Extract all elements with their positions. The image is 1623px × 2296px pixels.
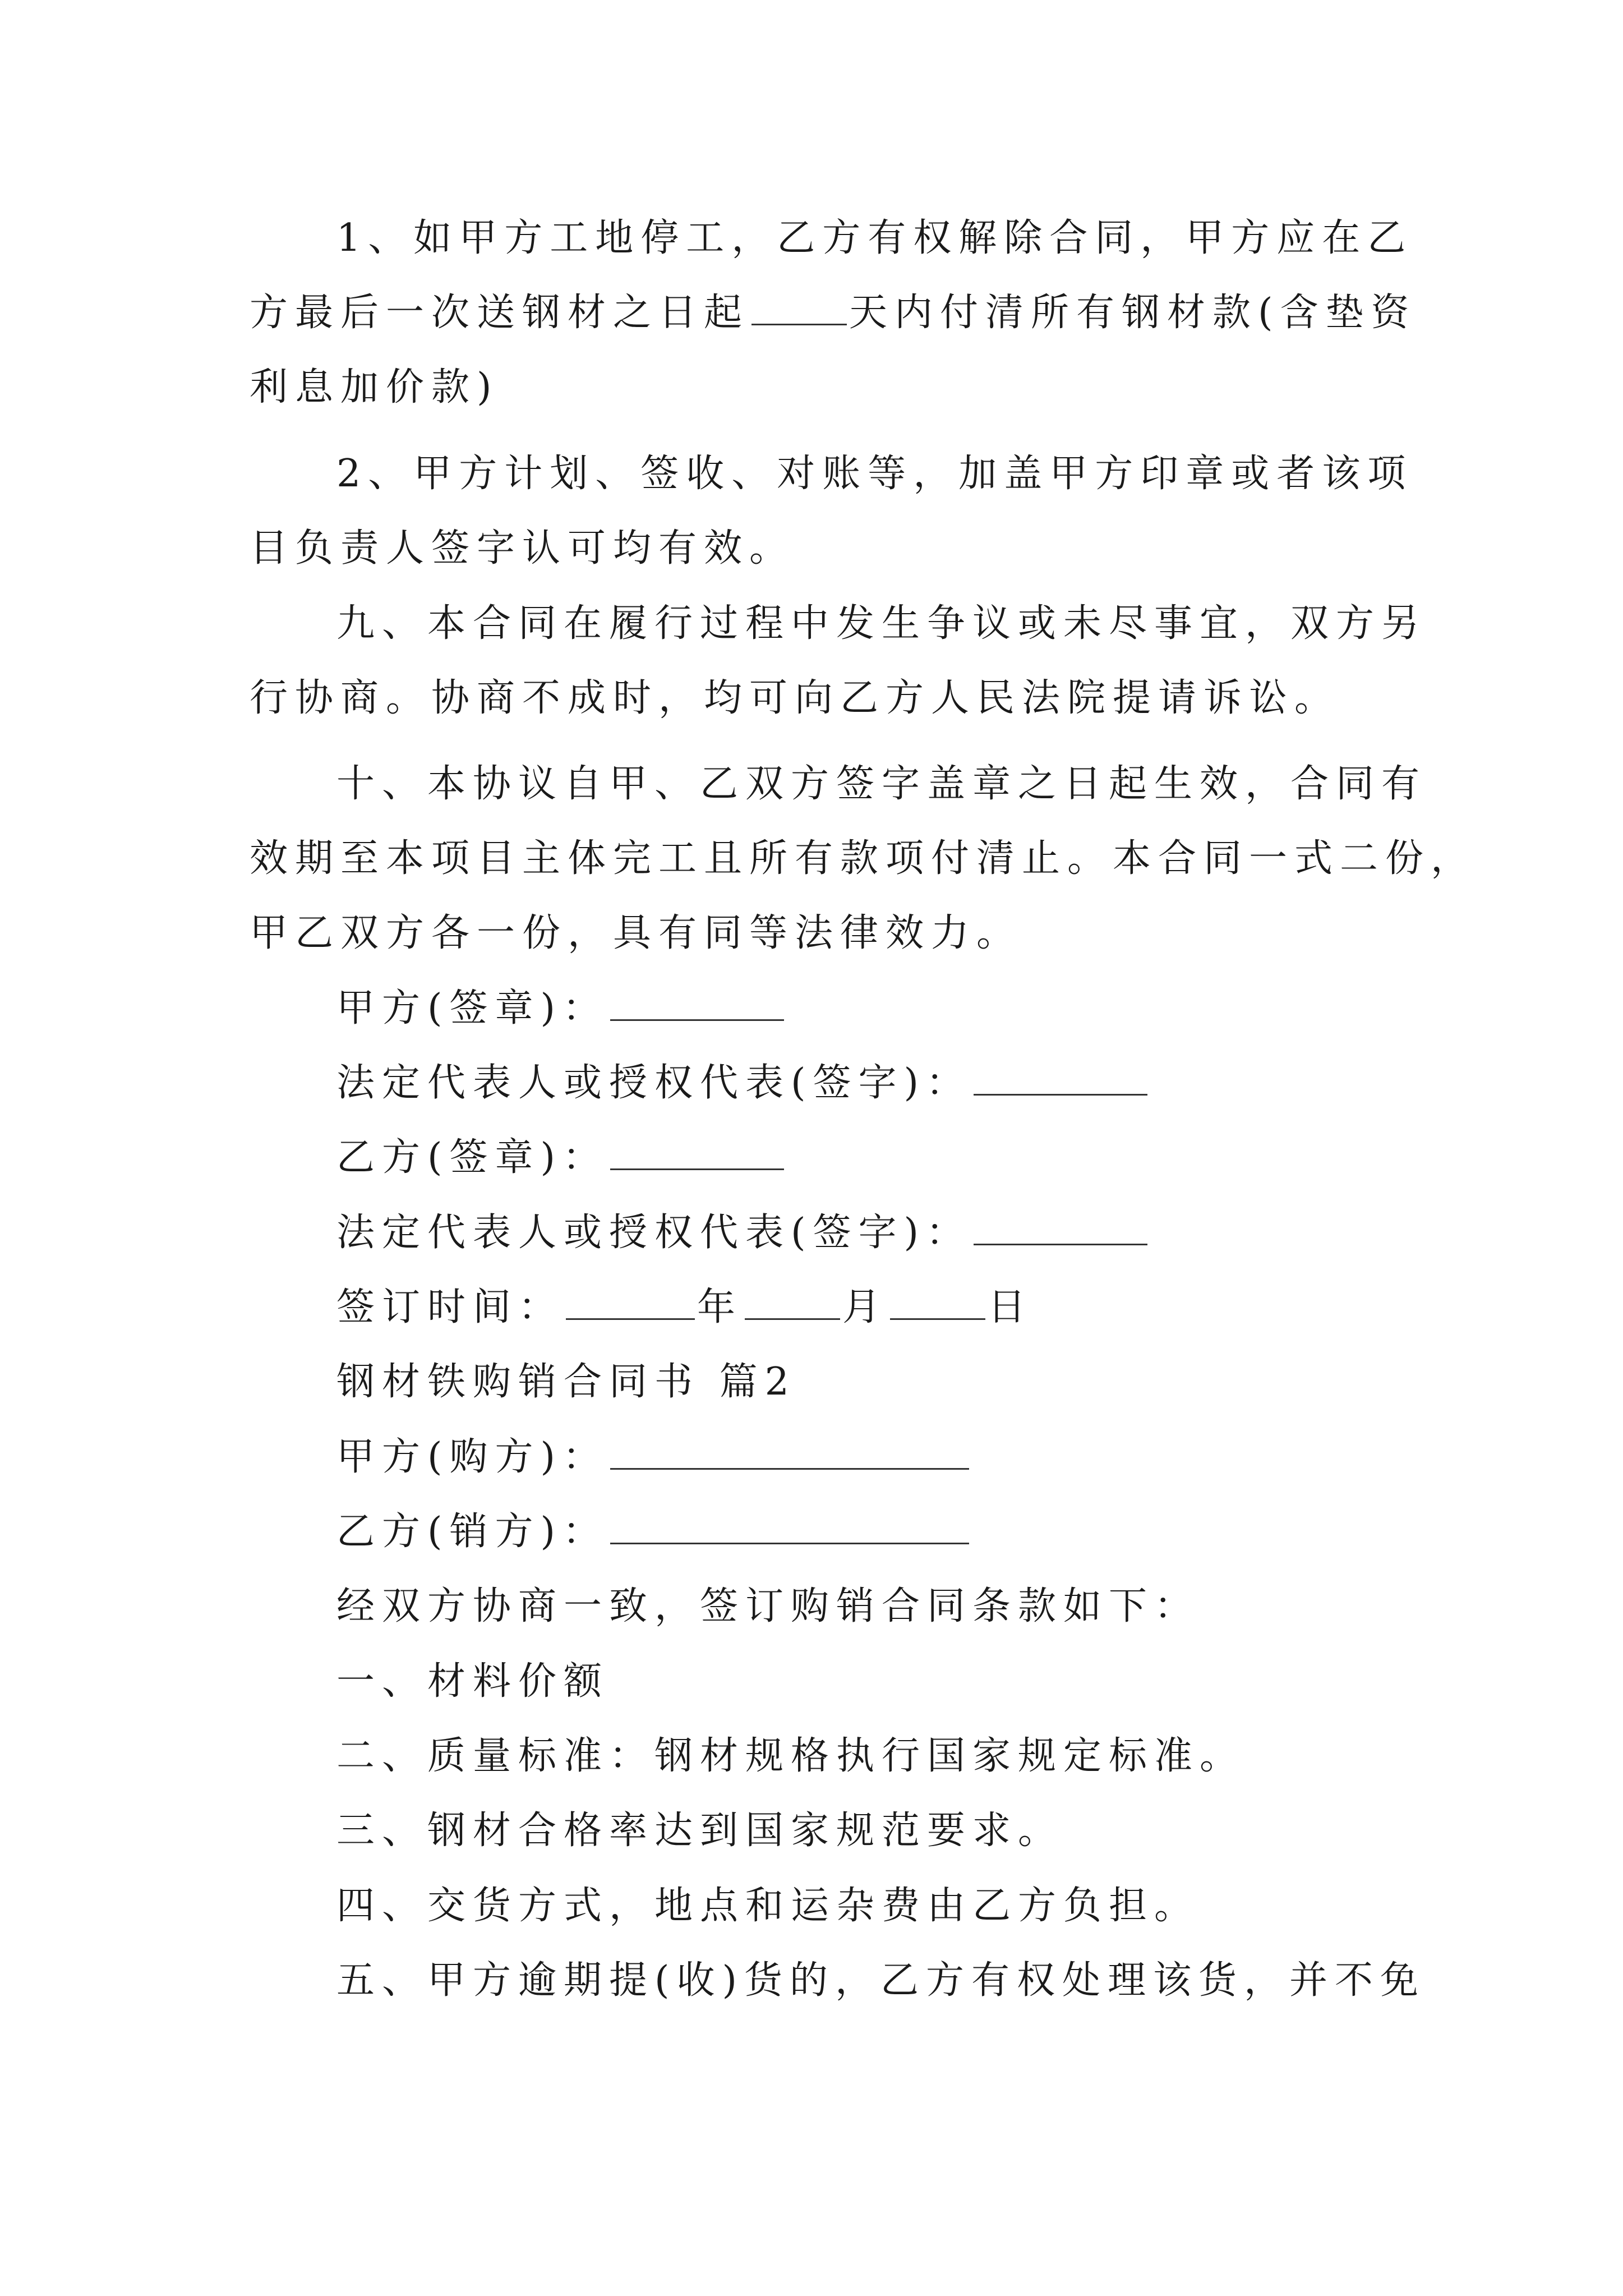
year-label: 年 (697, 1285, 743, 1329)
signature-blank (974, 1211, 1147, 1245)
text-segment: 方最后一次送钢材之日起 (250, 291, 750, 335)
paragraph-line (250, 288, 1417, 338)
paragraph-line: 十、本协议自甲、乙双方签字盖章之日起生效，合同有 (336, 762, 1427, 806)
signature-rep-a (336, 1058, 1150, 1108)
seller-line (336, 1507, 971, 1557)
signature-party-b (336, 1133, 786, 1183)
section-title: 钢材铁购销合同书 篇2 (336, 1360, 796, 1404)
day-label: 日 (988, 1285, 1034, 1329)
signature-blank (610, 987, 784, 1021)
month-label: 月 (842, 1285, 888, 1329)
clause-item: 二、质量标准：钢材规格执行国家规定标准。 (336, 1734, 1246, 1778)
paragraph-line: 甲乙双方各一份，具有同等法律效力。 (250, 911, 1022, 955)
label: 法定代表人或授权代表(签字)： (336, 1061, 972, 1105)
signature-blank (610, 1136, 784, 1170)
paragraph-line: 九、本合同在履行过程中发生争议或未尽事宜，双方另 (336, 601, 1427, 646)
paragraph-line: 1、如甲方工地停工，乙方有权解除合同，甲方应在乙 (336, 216, 1413, 260)
label: 法定代表人或授权代表(签字)： (336, 1211, 972, 1255)
label: 甲方(购方)： (336, 1435, 608, 1479)
paragraph-line: 效期至本项目主体完工且所有款项付清止。本合同一式二份， (250, 836, 1477, 881)
paragraph-line: 目负责人签字认可均有效。 (250, 526, 795, 570)
paragraph-line: 2、甲方计划、签收、对账等，加盖甲方印章或者该项 (336, 452, 1413, 496)
year-blank (566, 1286, 695, 1320)
clause-item: 三、钢材合格率达到国家规范要求。 (336, 1809, 1064, 1853)
intro-line: 经双方协商一致，签订购销合同条款如下： (336, 1584, 1200, 1628)
clause-item: 四、交货方式，地点和运杂费由乙方负担。 (336, 1884, 1200, 1928)
month-blank (745, 1286, 840, 1320)
paragraph-line: 利息加价款) (250, 365, 499, 409)
label: 乙方(签章)： (336, 1135, 608, 1180)
signature-party-a (336, 983, 786, 1034)
fill-in-blank (751, 291, 847, 325)
buyer-line (336, 1432, 971, 1483)
signing-date (336, 1282, 1033, 1333)
clause-item: 五、甲方逾期提(收)货的，乙方有权处理该货，并不免 (336, 1958, 1426, 2003)
signature-blank (974, 1061, 1147, 1096)
signature-rep-b (336, 1208, 1150, 1258)
label: 乙方(销方)： (336, 1510, 608, 1554)
paragraph-line: 行协商。协商不成时，均可向乙方人民法院提请诉讼。 (250, 676, 1340, 720)
label: 签订时间： (336, 1285, 564, 1329)
seller-blank (610, 1510, 969, 1544)
day-blank (890, 1286, 985, 1320)
label: 甲方(签章)： (336, 986, 608, 1030)
text-segment: 天内付清所有钢材款(含垫资 (849, 291, 1417, 335)
buyer-blank (610, 1435, 969, 1470)
clause-item: 一、材料价额 (336, 1659, 610, 1704)
